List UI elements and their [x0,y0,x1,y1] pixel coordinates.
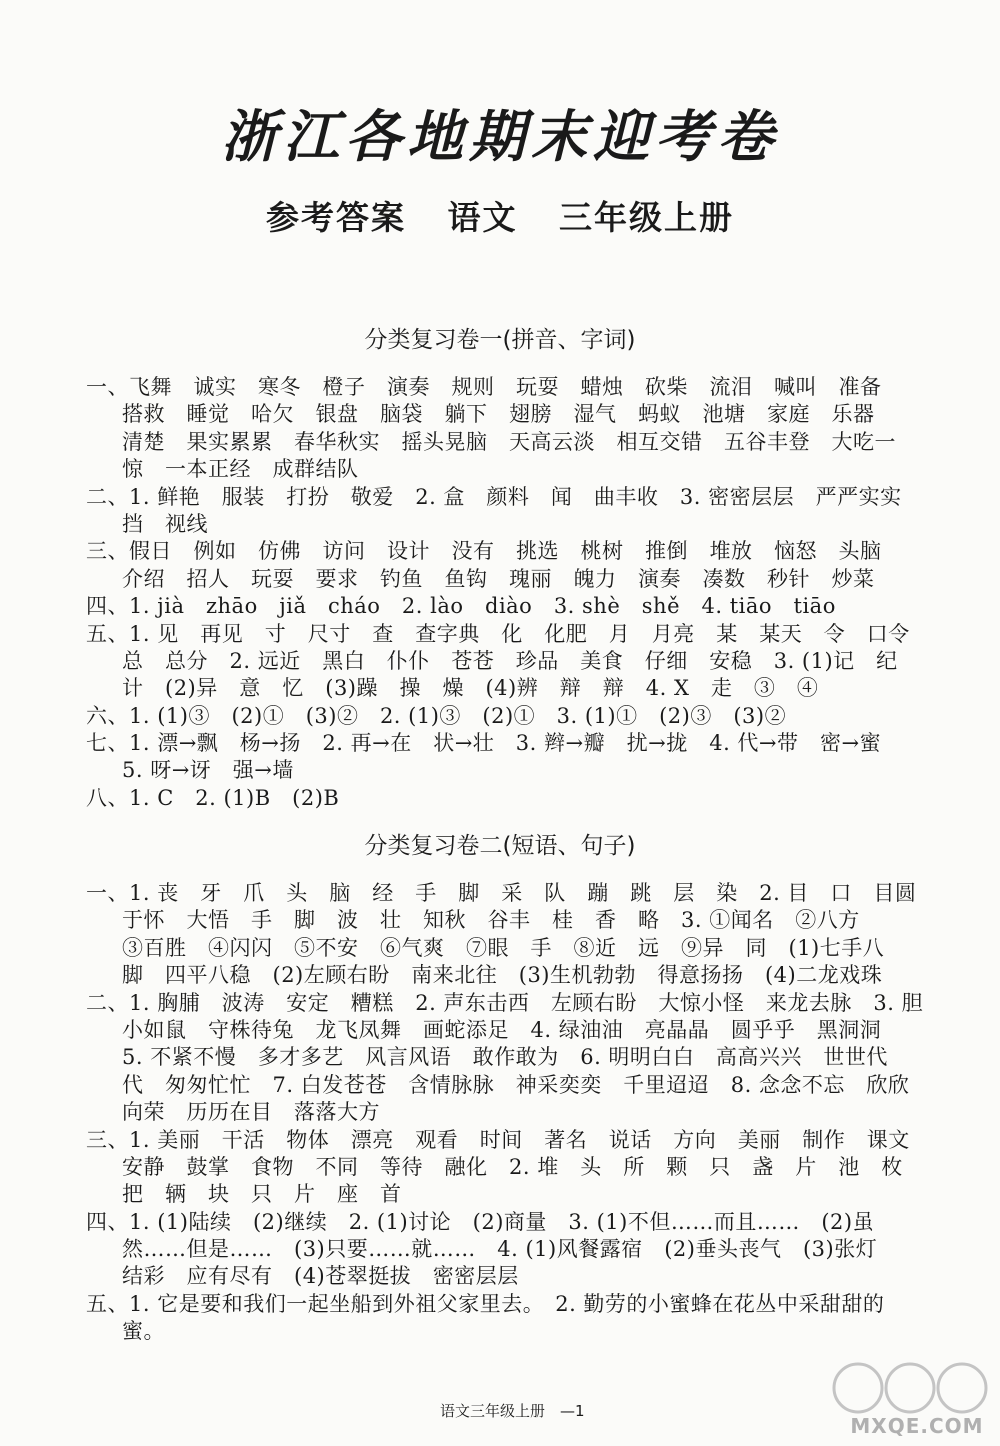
section-2-body [86,880,966,1346]
answer-line: 结彩 应有尽有 (4)苍翠挺拔 密密层层 [122,1264,519,1289]
section-1-heading: 分类复习卷一(拼音、字词) [364,327,636,353]
answer-line: 五、1. 它是要和我们一起坐船到外祖父家里去。 2. 勤劳的小蜜蜂在花丛中采甜甜的 [86,1291,885,1316]
answer-line: 把 辆 块 只 片 座 首 [122,1182,402,1207]
page-subtitle [0,196,1000,240]
answer-line: ③百胜 ④闪闪 ⑤不安 ⑥气爽 ⑦眼 手 ⑧近 远 ⑨异 同 (1)七手八 [122,935,885,960]
answer-line: 三、假日 例如 仿佛 访问 设计 没有 挑选 桃树 推倒 堆放 恼怒 头脑 [86,539,882,564]
answer-line: 蜜。 [122,1319,165,1344]
section-1-body [86,374,966,812]
watermark [828,1360,992,1440]
answer-line: 计 (2)异 意 忆 (3)躁 操 燥 (4)辨 辩 辩 4. X 走 ③ ④ [122,676,819,701]
subtitle-answer-key: 参考答案 [266,198,406,237]
watermark-logo-icon [828,1360,992,1420]
answer-line: 然……但是…… (3)只要……就…… 4. (1)风餐露宿 (2)垂头丧气 (3)张灯 [122,1237,878,1262]
answer-line: 向荣 历历在目 落落大方 [122,1100,380,1125]
answer-line: 介绍 招人 玩耍 要求 钓鱼 鱼钩 瑰丽 魄力 演奏 凑数 秒针 炒菜 [122,566,875,591]
answer-line: 脚 四平八稳 (2)左顾右盼 南来北往 (3)生机勃勃 得意扬扬 (4)二龙戏珠 [122,963,883,988]
answer-line: 5. 不紧不慢 多才多艺 风言风语 敢作敢为 6. 明明白白 高高兴兴 世世代 [122,1045,888,1070]
page-footer: 语文三年级上册 —1 [440,1402,585,1420]
answer-line: 5. 呀→讶 强→墙 [122,758,294,783]
answer-line: 五、1. 见 再见 寸 尺寸 查 查字典 化 化肥 月 月亮 某 某天 令 口令 [86,621,910,646]
answer-line: 搭救 睡觉 哈欠 银盘 脑袋 躺下 翅膀 湿气 蚂蚁 池塘 家庭 乐器 [122,402,875,427]
section-2-heading: 分类复习卷二(短语、句子) [364,833,636,859]
answer-line: 安静 鼓掌 食物 不同 等待 融化 2. 堆 头 所 颗 只 盏 片 池 枚 [122,1154,903,1179]
answer-line: 八、1. C 2. (1)B (2)B [86,785,340,810]
answer-line: 二、1. 鲜艳 服装 打扮 敬爱 2. 盒 颜料 闻 曲丰收 3. 密密层层 严严实实 [86,484,902,509]
page-title: 浙江各地期末迎考卷 [221,104,779,170]
answer-line: 七、1. 漂→飘 杨→扬 2. 再→在 状→壮 3. 辫→瓣 扰→拢 4. 代→带 密→蜜 [86,731,882,756]
answer-line: 六、1. (1)③ (2)① (3)② 2. (1)③ (2)① 3. (1)① (2)③ (3)② [86,703,787,728]
answer-line: 四、1. jià zhāo jiǎ cháo 2. lào diào 3. shè shě 4. tiāo tiāo [86,594,836,619]
answer-line: 一、飞舞 诚实 寒冬 橙子 演奏 规则 玩耍 蜡烛 砍柴 流泪 喊叫 准备 [86,375,882,399]
answer-line: 惊 一本正经 成群结队 [122,457,359,482]
subtitle-grade: 三年级上册 [559,198,734,237]
subtitle-subject: 语文 [447,198,518,237]
answer-line: 小如鼠 守株待兔 龙飞凤舞 画蛇添足 4. 绿油油 亮晶晶 圆乎乎 黑洞洞 [122,1017,882,1042]
answer-line: 代 匆匆忙忙 7. 白发苍苍 含情脉脉 神采奕奕 千里迢迢 8. 念念不忘 欣欣 [122,1072,910,1097]
answer-line: 二、1. 胸脯 波涛 安定 糟糕 2. 声东击西 左顾右盼 大惊小怪 来龙去脉 3. 胆 [86,990,924,1015]
answer-line: 于怀 大悟 手 脚 波 壮 知秋 谷丰 桂 香 略 3. ①闻名 ②八方 [122,908,860,933]
watermark-text: MXQE.COM [850,1414,984,1438]
answer-line: 三、1. 美丽 干活 物体 漂亮 观看 时间 著名 说话 方向 美丽 制作 课文 [86,1127,910,1152]
answer-line: 挡 视线 [122,511,208,536]
answer-line: 总 总分 2. 远近 黑白 仆仆 苍苍 珍品 美食 仔细 安稳 3. (1)记 纪 [122,648,898,673]
answer-line: 四、1. (1)陆续 (2)继续 2. (1)讨论 (2)商量 3. (1)不但……而且…… (2)虽 [86,1209,875,1234]
answer-line: 清楚 果实累累 春华秋实 摇头晃脑 天高云淡 相互交错 五谷丰登 大吃一 [122,429,896,454]
answer-line: 一、1. 丧 牙 爪 头 脑 经 手 脚 采 队 蹦 跳 层 染 2. 目 口 目圆 [86,881,917,905]
